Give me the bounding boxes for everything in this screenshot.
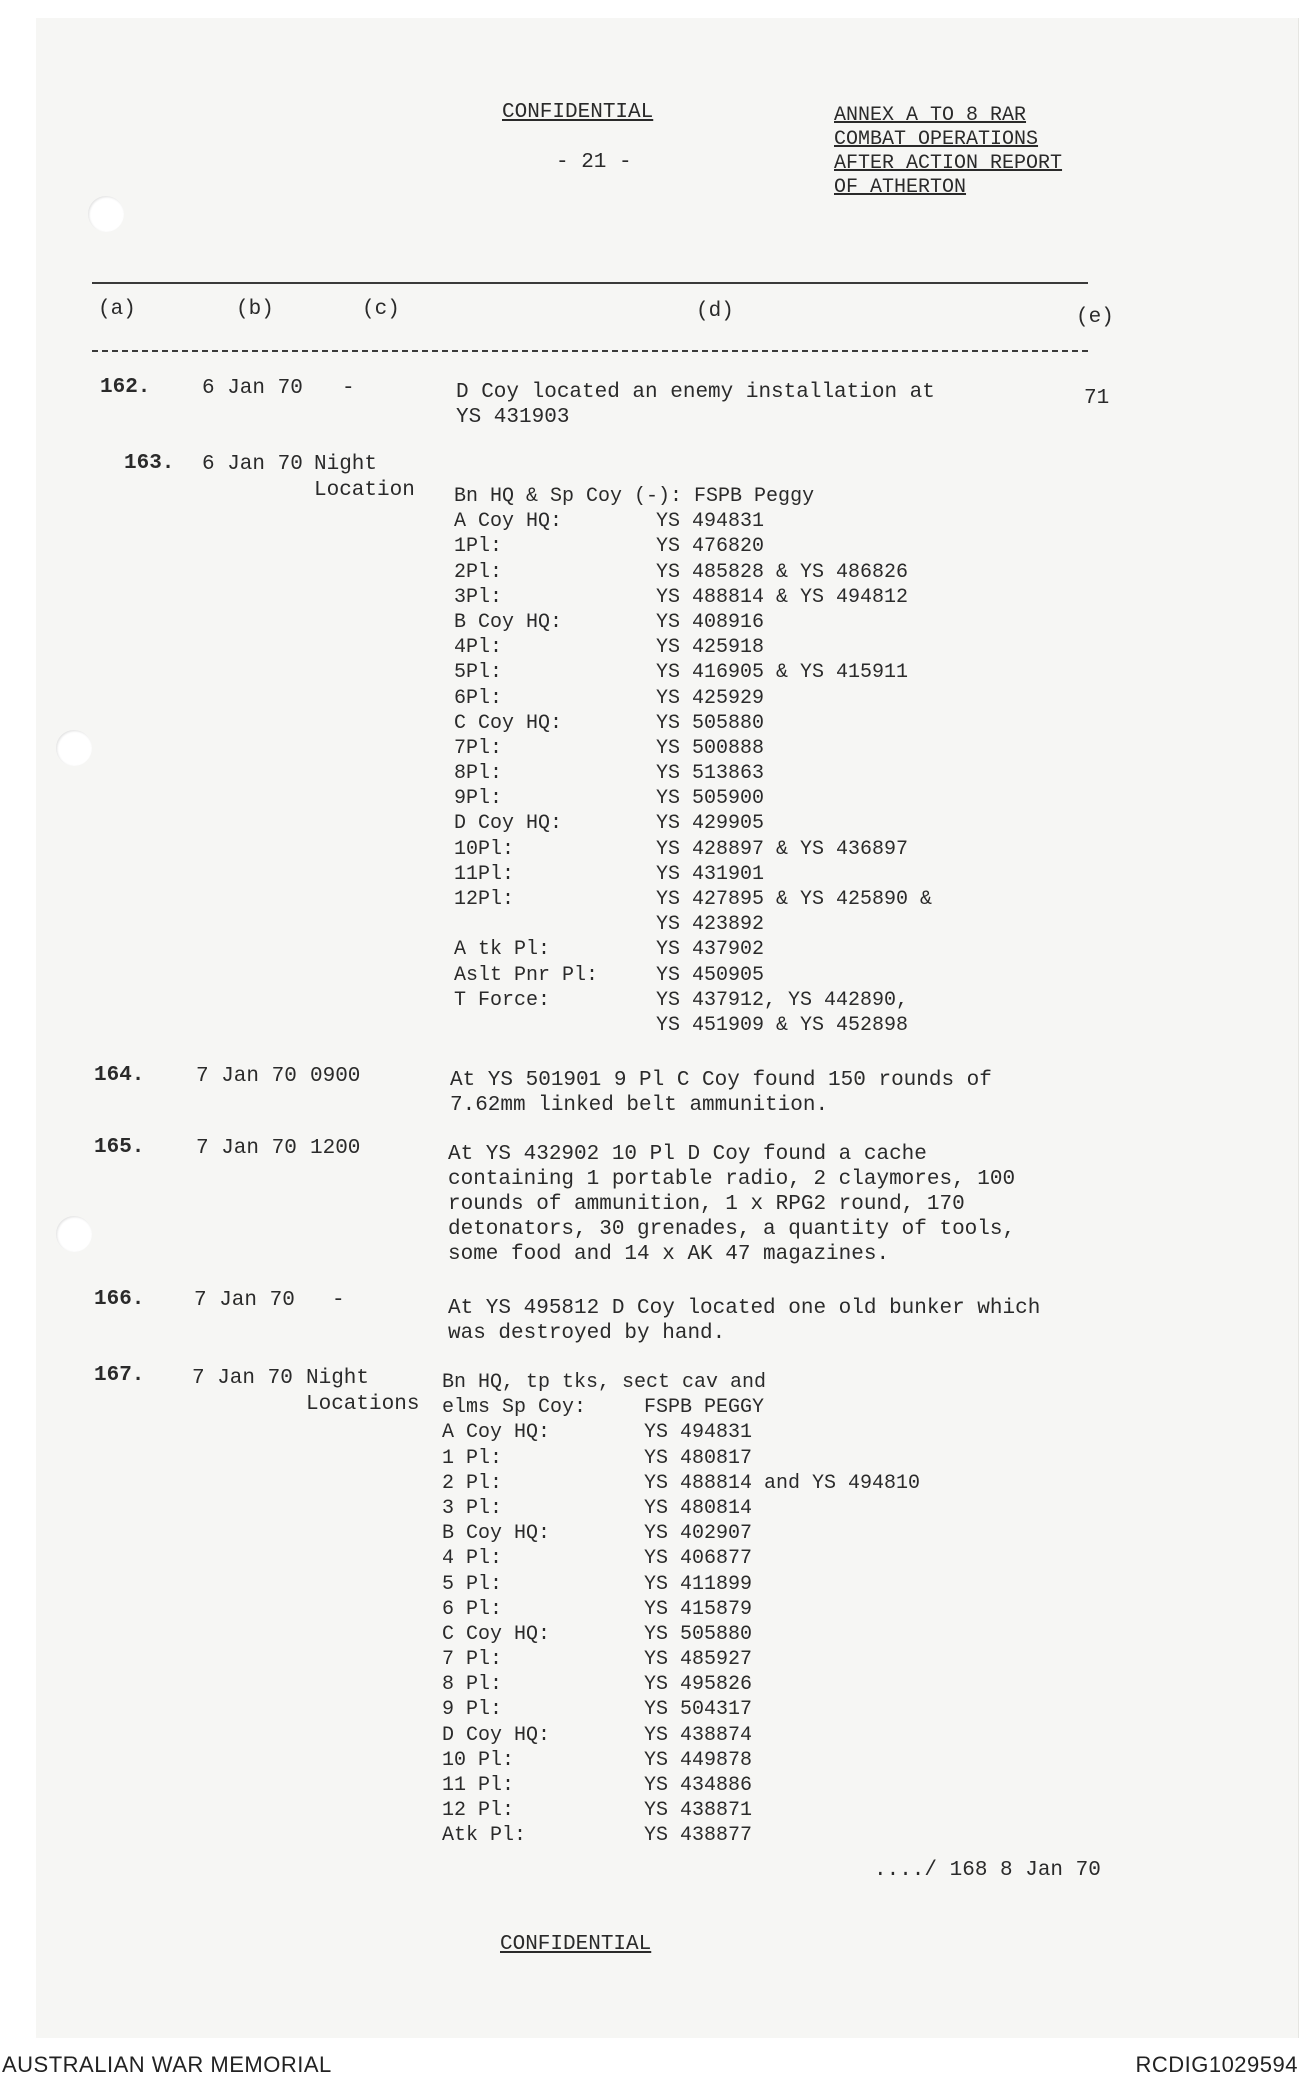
column-header-e: (e) — [1076, 306, 1114, 329]
entry-date: 6 Jan 70 — [202, 453, 303, 476]
column-header-c: (c) — [362, 298, 400, 321]
list-item: 2Pl: YS 485828 & YS 486826 — [454, 560, 909, 584]
list-item: 2 Pl: YS 488814 and YS 494810 — [442, 1471, 921, 1495]
annex-title: ANNEX A TO 8 RAR COMBAT OPERATIONS AFTER ACTION REPORT OF ATHERTON — [834, 104, 1063, 199]
list-item: 12Pl: YS 427895 & YS 425890 & — [454, 888, 933, 911]
list-item: 6Pl: YS 425929 — [454, 686, 765, 710]
column-header-b: (b) — [236, 298, 274, 321]
list-item: 5Pl: YS 416905 & YS 415911 — [454, 661, 909, 685]
entry-number: 162. — [100, 376, 151, 399]
entry-date: 7 Jan 70 — [196, 1137, 297, 1160]
list-item: elms Sp Coy: FSPB PEGGY — [442, 1396, 765, 1420]
entry-date: 7 Jan 70 — [196, 1065, 297, 1088]
list-item: Atk Pl: YS 438877 — [442, 1824, 753, 1848]
entry-time: - — [342, 377, 355, 400]
confidential-footer: CONFIDENTIAL — [500, 1933, 652, 1956]
list-item: 11Pl: YS 431901 — [454, 862, 765, 886]
confidential-header: CONFIDENTIAL — [502, 101, 654, 124]
entry-time: - — [332, 1289, 345, 1312]
column-header-a: (a) — [98, 298, 136, 321]
list-item: 3Pl: YS 488814 & YS 494812 — [454, 585, 909, 609]
punch-hole — [56, 730, 92, 766]
list-item: 9 Pl: YS 504317 — [442, 1698, 753, 1722]
entry-time: 0900 — [310, 1065, 361, 1088]
entry-time: Night — [314, 453, 378, 476]
entry-description: D Coy located an enemy installation at YS 431903 — [456, 381, 935, 429]
punch-hole — [88, 196, 124, 232]
list-item: B Coy HQ: YS 408916 — [454, 610, 765, 634]
entry-number: 166. — [94, 1288, 145, 1311]
continuation-note: ..../ 168 8 Jan 70 — [874, 1859, 1101, 1882]
entry-description: At YS 501901 9 Pl C Coy found 150 rounds of 7.62mm linked belt ammunition. — [450, 1069, 992, 1117]
list-item: A Coy HQ: YS 494831 — [454, 510, 765, 534]
entry-time: Night — [306, 1367, 370, 1390]
list-item: 4 Pl: YS 406877 — [442, 1547, 753, 1571]
list-item: 10 Pl: YS 449878 — [442, 1748, 753, 1772]
list-item: 8Pl: YS 513863 — [454, 762, 765, 786]
list-item: 6 Pl: YS 415879 — [442, 1597, 753, 1621]
list-item: Bn HQ & Sp Coy (-): FSPB Peggy — [454, 485, 815, 508]
entry-time: Location — [314, 479, 415, 502]
list-item: 4Pl: YS 425918 — [454, 636, 765, 660]
list-item: C Coy HQ: YS 505880 — [454, 711, 765, 735]
entry-reference: 71 — [1084, 387, 1110, 410]
list-item: Bn HQ, tp tks, sect cav and — [442, 1371, 767, 1394]
entry-number: 164. — [94, 1064, 145, 1087]
list-item: YS 451909 & YS 452898 — [656, 1013, 909, 1037]
list-item: B Coy HQ: YS 402907 — [442, 1522, 753, 1546]
list-item: 9Pl: YS 505900 — [454, 787, 765, 811]
list-item: 10Pl: YS 428897 & YS 436897 — [454, 837, 909, 861]
entry-number: 167. — [94, 1364, 145, 1387]
list-item: A Coy HQ: YS 494831 — [442, 1421, 753, 1445]
list-item: 7 Pl: YS 485927 — [442, 1648, 753, 1672]
list-item: 1 Pl: YS 480817 — [442, 1446, 753, 1470]
table-header-rule — [92, 350, 1088, 352]
entry-date: 7 Jan 70 — [194, 1289, 295, 1312]
list-item: Aslt Pnr Pl: YS 450905 — [454, 963, 765, 987]
list-item: T Force: YS 437912, YS 442890, — [454, 988, 909, 1012]
list-item: 1Pl: YS 476820 — [454, 535, 765, 559]
list-item: 12 Pl: YS 438871 — [442, 1799, 753, 1823]
list-item: 11 Pl: YS 434886 — [442, 1774, 753, 1797]
location-list — [454, 484, 932, 1038]
entry-date: 7 Jan 70 — [192, 1367, 293, 1390]
entry-description: At YS 495812 D Coy located one old bunker which was destroyed by hand. — [448, 1297, 1041, 1345]
list-item: A tk Pl: YS 437902 — [454, 938, 765, 962]
list-item: D Coy HQ: YS 438874 — [442, 1723, 753, 1747]
entry-number: 163. — [124, 452, 175, 475]
record-id: RCDIG1029594 — [1135, 2052, 1298, 2077]
location-list — [442, 1370, 920, 1849]
archive-name: AUSTRALIAN WAR MEMORIAL — [2, 2052, 332, 2077]
list-item: 7Pl: YS 500888 — [454, 736, 765, 760]
entry-description: At YS 432902 10 Pl D Coy found a cache containing 1 portable radio, 2 claymores, 100 rounds of ammunition, 1 x RPG2 round, 170 detonators, 30 grenades, a quantity of tools, some food and 14 x AK 47 magazines. — [448, 1143, 1016, 1266]
page-number: - 21 - — [556, 151, 632, 174]
entry-date: 6 Jan 70 — [202, 377, 303, 400]
list-item: 3 Pl: YS 480814 — [442, 1496, 753, 1520]
list-item: C Coy HQ: YS 505880 — [442, 1622, 753, 1646]
entry-time: 1200 — [310, 1137, 361, 1160]
archive-footer-bar — [0, 2046, 1304, 2082]
list-item: 8 Pl: YS 495826 — [442, 1673, 753, 1697]
punch-hole — [56, 1216, 92, 1252]
column-header-d: (d) — [696, 300, 734, 323]
list-item: YS 423892 — [656, 913, 765, 937]
table-top-rule — [92, 282, 1088, 284]
entry-number: 165. — [94, 1136, 145, 1159]
list-item: D Coy HQ: YS 429905 — [454, 812, 765, 836]
list-item: 5 Pl: YS 411899 — [442, 1572, 753, 1596]
entry-time: Locations — [306, 1393, 420, 1416]
